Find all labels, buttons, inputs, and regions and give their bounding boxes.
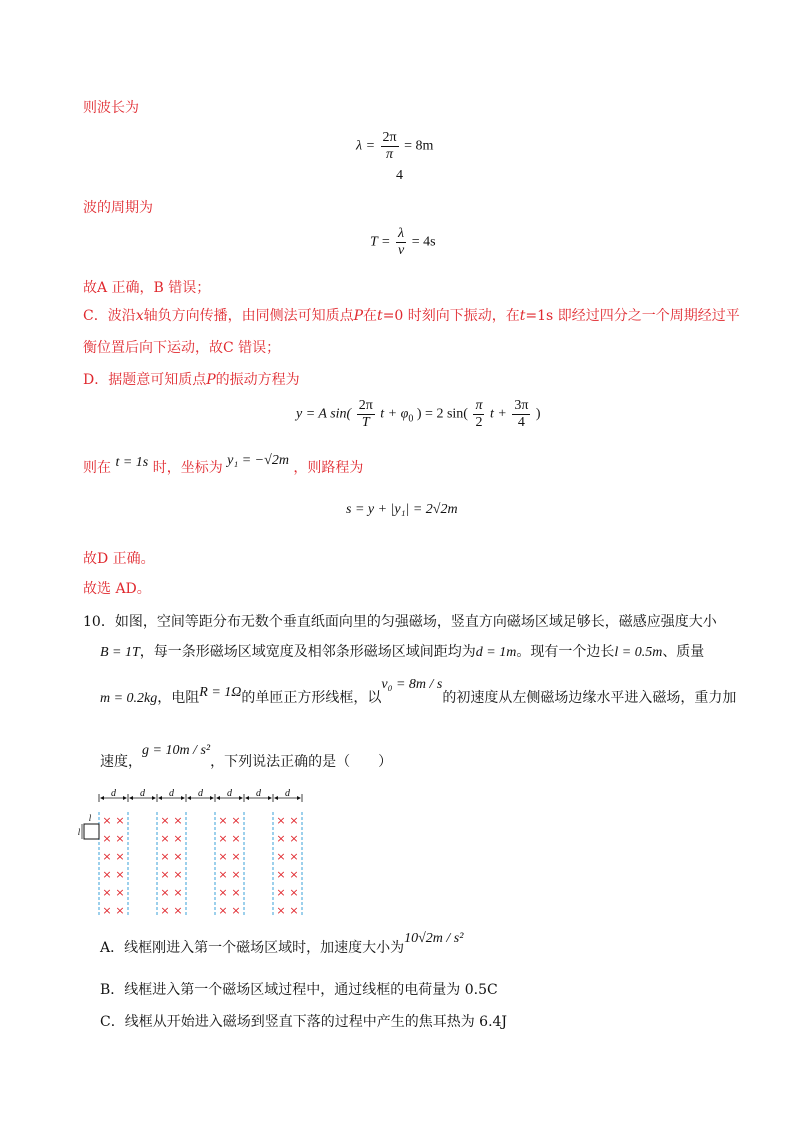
dimension-label-d: d	[198, 788, 203, 799]
field-cross: ×	[160, 886, 170, 899]
numerator: 3π	[514, 398, 529, 413]
inline-math: y₁ = −√2m	[227, 453, 289, 468]
inline-math: t = 1s	[115, 455, 149, 470]
square-loop	[84, 824, 99, 839]
text: t	[377, 308, 383, 324]
inline-math: l = 0.5m	[614, 645, 663, 660]
text-line: 故D 正确。	[83, 551, 155, 567]
fraction	[357, 398, 375, 431]
arrow-head	[268, 796, 272, 800]
eq-lhs: T =	[370, 234, 391, 250]
equation-period	[370, 226, 436, 259]
field-cross: ×	[102, 868, 112, 881]
arrow-head	[181, 796, 185, 800]
question-text	[100, 642, 704, 663]
text-line: 故A 正确，B 错误；	[83, 280, 211, 296]
field-cross: ×	[289, 886, 299, 899]
text-line: 则波长为	[83, 100, 139, 116]
field-cross: ×	[160, 850, 170, 863]
field-cross: ×	[218, 904, 228, 917]
text-line-option-c	[83, 306, 740, 326]
option-a	[100, 931, 464, 959]
field-cross: ×	[276, 886, 286, 899]
text: ，下列说法正确的是（ ）	[210, 754, 393, 770]
magnetic-field-diagram	[77, 788, 315, 920]
text: C．波沿	[83, 308, 136, 324]
eq-part: )	[535, 406, 541, 422]
field-cross: ×	[115, 814, 125, 827]
text: ，则路程为	[293, 460, 364, 476]
field-cross: ×	[289, 868, 299, 881]
text: ，电阻	[157, 690, 200, 706]
denominator: T	[361, 415, 370, 430]
field-cross: ×	[102, 886, 112, 899]
eq-rhs: = 4s	[411, 234, 436, 250]
field-cross: ×	[115, 904, 125, 917]
field-cross: ×	[289, 850, 299, 863]
arrow-head	[187, 796, 191, 800]
field-cross: ×	[276, 868, 286, 881]
inline-math: R = 1Ω	[199, 685, 242, 700]
numerator: 2π	[382, 130, 397, 145]
dimension-label-d: d	[111, 788, 116, 799]
field-cross: ×	[173, 814, 183, 827]
text: 则在	[83, 460, 111, 476]
field-cross: ×	[276, 832, 286, 845]
fraction	[396, 226, 406, 259]
field-cross: ×	[276, 904, 286, 917]
text: A．线框刚进入第一个磁场区域时，加速度大小为	[100, 940, 405, 956]
text: 。现有一个边长	[516, 644, 615, 660]
field-cross: ×	[115, 850, 125, 863]
text: 、质量	[662, 644, 705, 660]
text: P	[206, 372, 216, 388]
field-cross: ×	[173, 904, 183, 917]
arrow-head	[152, 796, 156, 800]
text-line: 故选 AD。	[83, 581, 151, 597]
field-cross: ×	[160, 832, 170, 845]
inline-math: v₀ = 8m / s	[381, 677, 443, 692]
text: 轴负方向传播，由同侧法可知质点	[143, 308, 354, 324]
field-cross: ×	[160, 868, 170, 881]
text: 的振动方程为	[215, 372, 300, 388]
field-cross: ×	[289, 832, 299, 845]
arrow-head	[239, 796, 243, 800]
field-cross: ×	[173, 886, 183, 899]
inline-math: d = 1m	[475, 645, 517, 660]
equation-path: s = y + |y₁| = 2√2m	[346, 502, 458, 517]
denominator: 4	[517, 415, 525, 430]
field-cross: ×	[276, 850, 286, 863]
field-cross: ×	[218, 832, 228, 845]
text: 的初速度从左侧磁场边缘水平进入磁场，重力加	[442, 690, 737, 706]
option-c: C．线框从开始进入磁场到竖直下落的过程中产生的焦耳热为 6.4J	[100, 1014, 508, 1030]
text: ，每一条形磁场区域宽度及相邻条形磁场区域间距均为	[139, 644, 476, 660]
field-cross: ×	[218, 886, 228, 899]
numerator: λ	[396, 226, 406, 243]
field-cross: ×	[231, 850, 241, 863]
field-cross: ×	[102, 814, 112, 827]
arrow-head	[245, 796, 249, 800]
dimension-label-d: d	[285, 788, 290, 799]
denominator: π	[386, 147, 394, 162]
loop-label-l: l	[88, 813, 92, 823]
dimension-label-d: d	[169, 788, 174, 799]
field-cross: ×	[102, 832, 112, 845]
inline-math: 10√2m / s²	[404, 931, 464, 946]
field-cross: ×	[115, 868, 125, 881]
denominator: v	[397, 243, 405, 258]
field-cross: ×	[231, 886, 241, 899]
field-cross: ×	[115, 832, 125, 845]
eq-part: ) = 2 sin(	[416, 406, 468, 422]
field-cross: ×	[276, 814, 286, 827]
fraction	[473, 398, 484, 431]
text: 速度，	[100, 754, 142, 770]
field-cross: ×	[160, 814, 170, 827]
field-cross: ×	[289, 904, 299, 917]
field-cross: ×	[218, 868, 228, 881]
field-cross: ×	[102, 850, 112, 863]
equation-wavelength	[356, 130, 433, 163]
text-line: 衡位置后向下运动，故C 错误；	[83, 340, 281, 356]
field-cross: ×	[173, 832, 183, 845]
text: =0 时刻向下振动，在	[382, 308, 520, 324]
dimension-label-d: d	[227, 788, 232, 799]
eq-lhs: λ =	[356, 138, 376, 154]
field-cross: ×	[231, 832, 241, 845]
field-cross: ×	[218, 814, 228, 827]
inline-math: g = 10m / s²	[142, 743, 211, 758]
field-cross: ×	[102, 904, 112, 917]
eq-part: t +	[489, 406, 507, 422]
text-line	[83, 453, 364, 479]
numerator: 2π	[358, 398, 373, 413]
inline-math: m = 0.2kg	[100, 691, 158, 706]
field-cross: ×	[218, 850, 228, 863]
numerator: π	[475, 398, 483, 413]
text: P	[353, 308, 364, 324]
arrow-head	[129, 796, 133, 800]
field-cross: ×	[173, 850, 183, 863]
field-cross: ×	[160, 904, 170, 917]
dimension-label-d: d	[140, 788, 145, 799]
arrow-head	[123, 796, 127, 800]
question-text	[100, 743, 393, 773]
eq-part: t + φ	[380, 406, 409, 422]
text: x	[135, 308, 144, 324]
arrow-head	[274, 796, 278, 800]
text: =1s 即经过四分之一个周期经过平	[525, 308, 740, 324]
arrow-head	[297, 796, 301, 800]
arrow-head	[158, 796, 162, 800]
subscript: 0	[408, 413, 414, 425]
field-cross: ×	[173, 868, 183, 881]
arrow-head	[100, 796, 104, 800]
question-text: 10．如图，空间等距分布无数个垂直纸面向里的匀强磁场，竖直方向磁场区域足够长，磁感应强度大小	[83, 614, 717, 630]
question-text	[100, 677, 737, 709]
text: 的单匝正方形线框，以	[241, 690, 382, 706]
arrow-head	[210, 796, 214, 800]
fraction	[381, 130, 399, 163]
field-cross: ×	[289, 814, 299, 827]
field-cross: ×	[231, 904, 241, 917]
text: D．据题意可知质点	[83, 372, 207, 388]
field-cross: ×	[231, 814, 241, 827]
fraction	[512, 398, 530, 431]
text: 时，坐标为	[152, 460, 223, 476]
eq-part: y = A sin(	[296, 406, 352, 422]
option-b: B．线框进入第一个磁场区域过程中，通过线框的电荷量为 0.5C	[100, 982, 498, 998]
denominator: 2	[475, 415, 483, 430]
text: t	[519, 308, 526, 324]
text: 在	[363, 308, 378, 324]
text-line-option-d	[83, 370, 300, 390]
equation-wavelength-den: 4	[396, 168, 403, 183]
text-line: 波的周期为	[83, 200, 153, 216]
loop-label-l: l	[77, 827, 81, 837]
arrow-head	[216, 796, 220, 800]
field-cross: ×	[115, 886, 125, 899]
eq-rhs: = 8m	[404, 138, 434, 154]
equation-vibration	[296, 398, 541, 431]
field-cross: ×	[231, 868, 241, 881]
inline-math: B = 1T	[100, 645, 140, 660]
dimension-label-d: d	[256, 788, 261, 799]
